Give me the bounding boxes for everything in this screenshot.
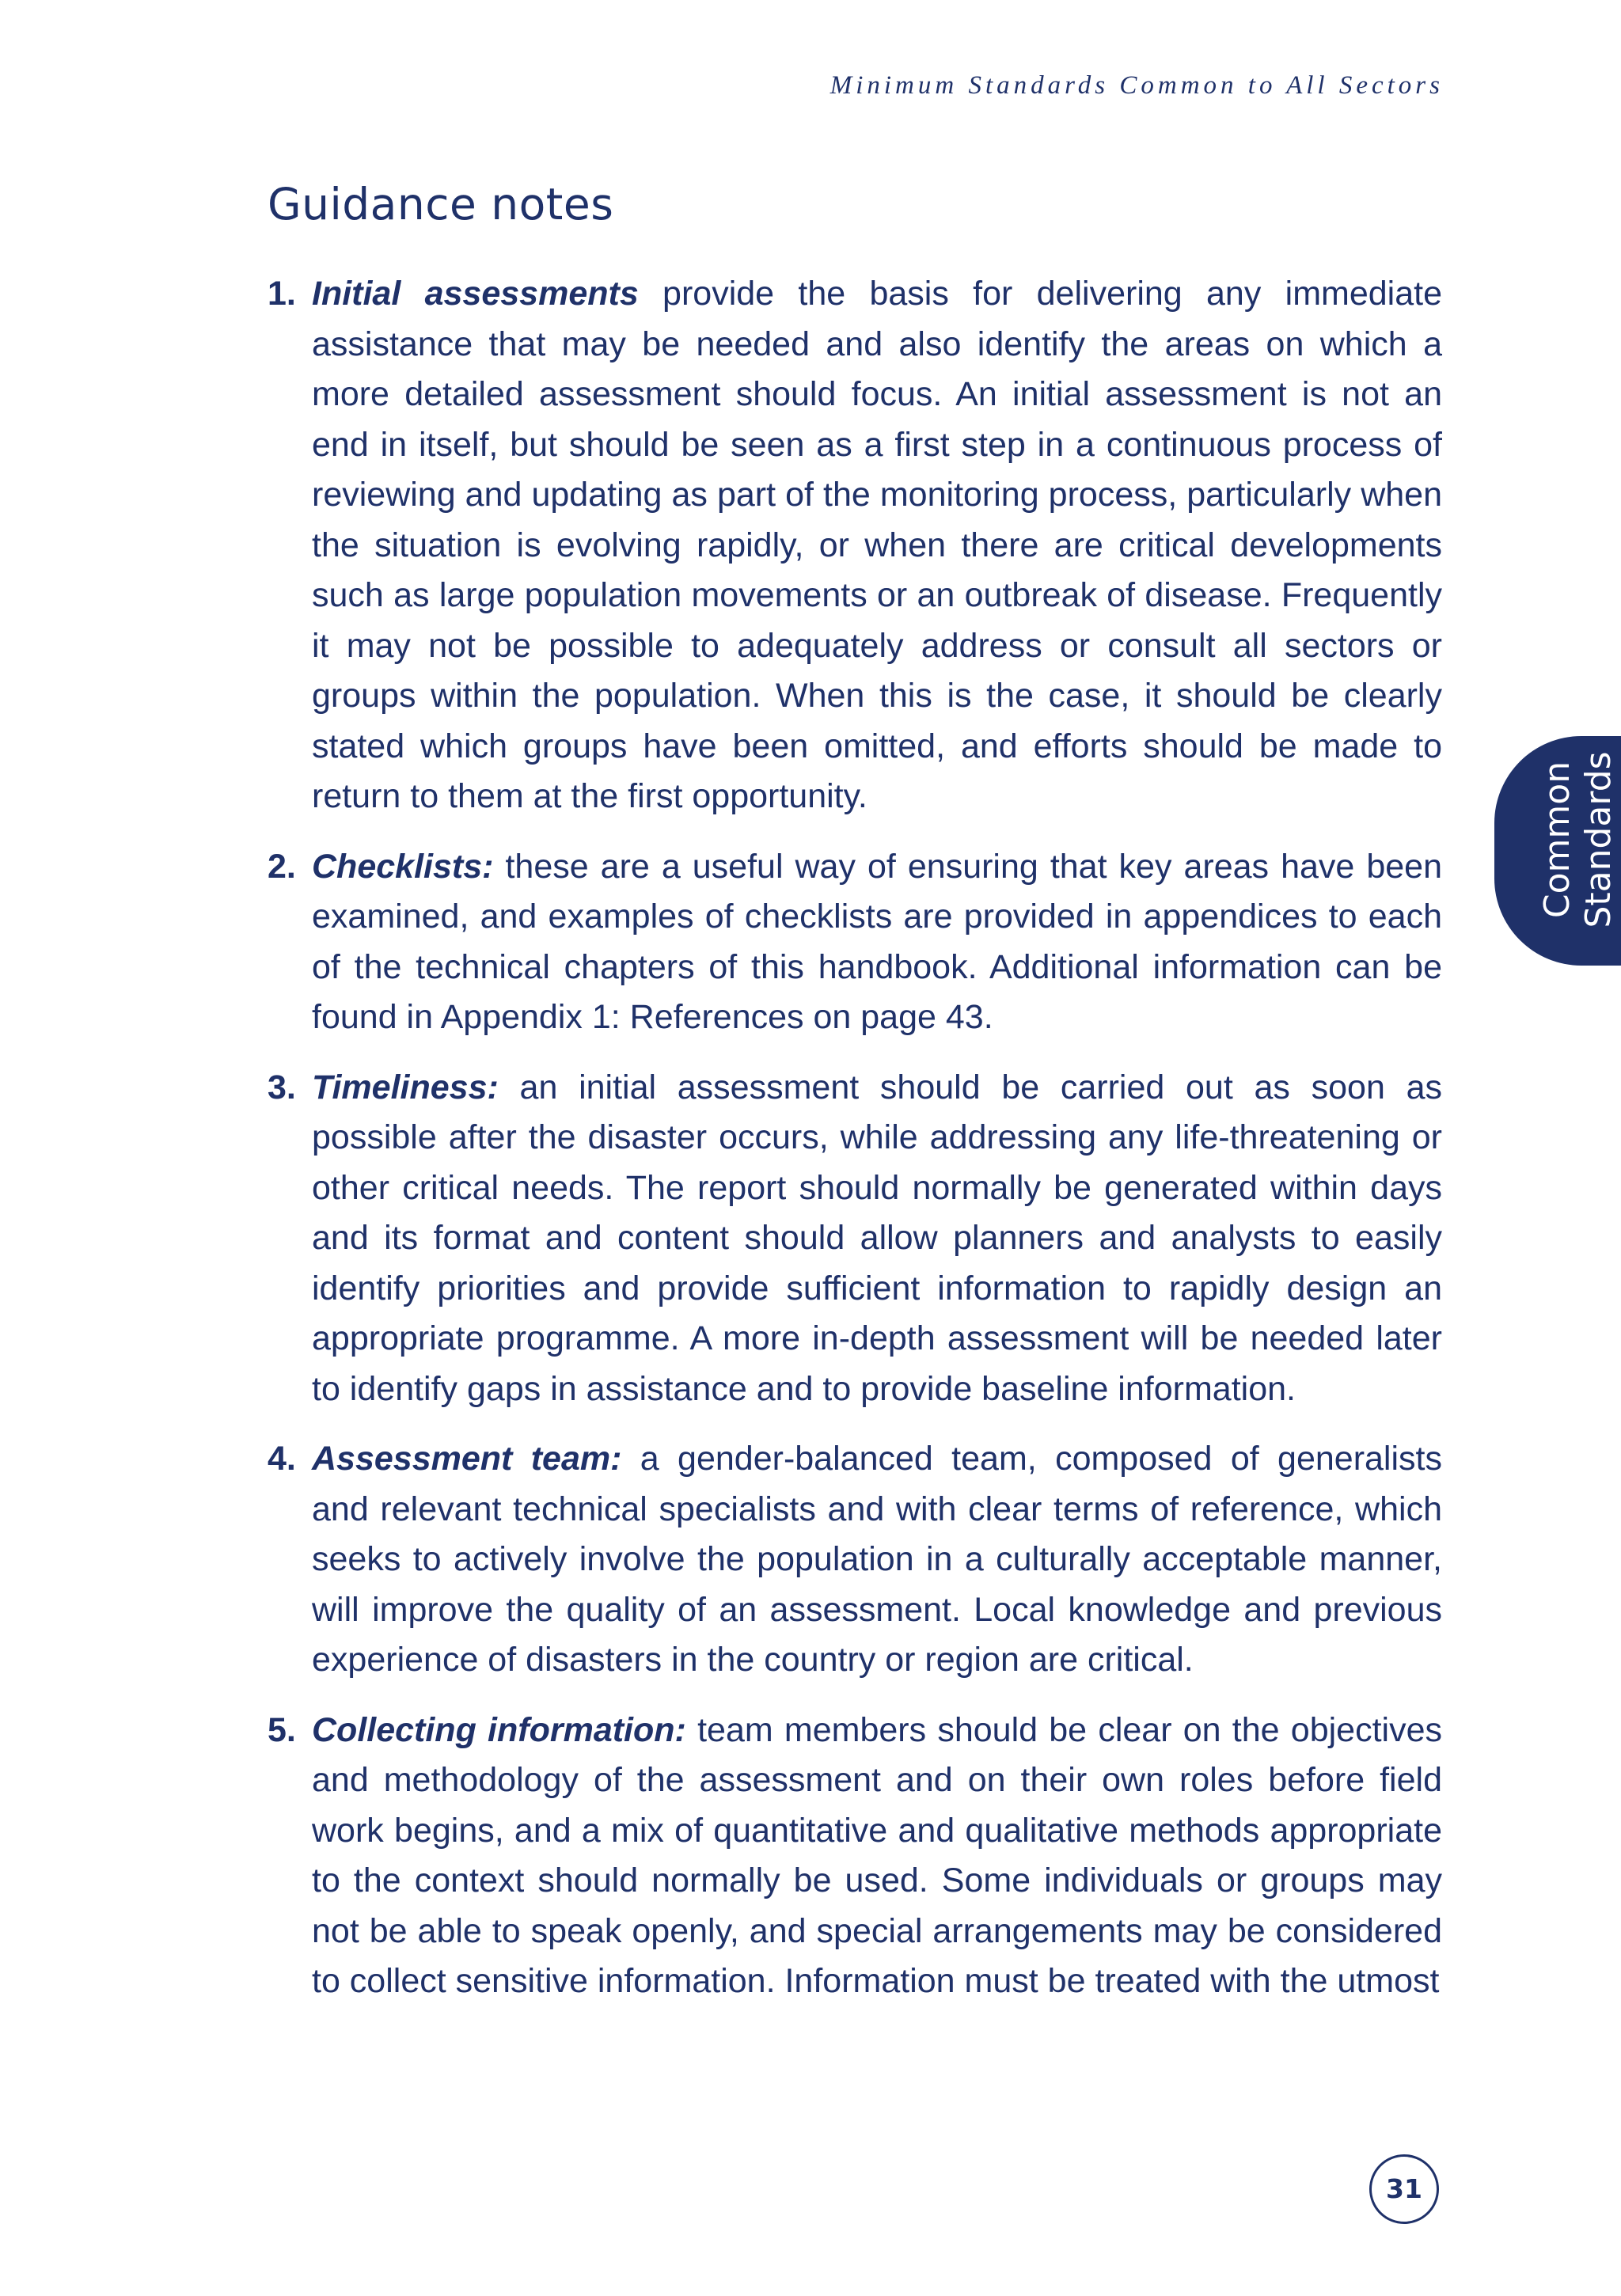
note-term: Initial assessments [312,275,639,313]
guidance-note-3 [268,1063,1442,1415]
note-number: 2. [268,847,296,886]
note-number: 1. [268,275,296,313]
note-text: provide the basis for delivering any immediate assistance that may be needed and also identify the areas on which a more detailed assessment should focus. An initial assessment is not an end in itself, but should be seen as a first step in a continuous process of reviewing and updating as part of the monitoring process, particularly when the situation is evolving rapidly, or when there are critical developments such as large population movements or an outbreak of disease. Frequently it may not be possible to adequately address or consult all sectors or groups within the population. When this is the case, it should be clearly stated which groups have been omitted, and efforts should be made to return to them at the first opportunity. [312,275,1442,815]
guidance-note-5 [268,1706,1442,2007]
guidance-note-2 [268,842,1442,1043]
side-tab-line-1: Common [1537,761,1577,919]
note-number: 3. [268,1068,296,1106]
note-term: Timeliness: [312,1068,499,1106]
note-number: 5. [268,1710,296,1749]
note-term: Assessment team: [312,1440,622,1478]
page-number-badge: 31 [1369,2154,1439,2224]
side-tab-label [1537,749,1619,931]
running-header: Minimum Standards Common to All Sectors [829,71,1444,100]
note-term: Collecting information: [312,1710,686,1749]
side-tab-line-2: Standards [1578,751,1619,928]
guidance-note-4 [268,1434,1442,1686]
note-term: Checklists: [312,847,494,886]
note-text: an initial assessment should be carried out as soon as possible after the disaster occurs, while addressing any life-threatening or other critical needs. The report should normally be generated within days and its format and content should allow planners and analysts to easily identify priorities and provide sufficient information to rapidly design an appropriate programme. A more in-depth assessment will be needed later to identify gaps in assistance and to provide baseline information. [312,1068,1442,1408]
note-text: these are a useful way of ensuring that key areas have been examined, and examples of checklists are provided in appendices to each of the technical chapters of this handbook. Additional information can be found in Appendix 1: References on page 43. [312,847,1442,1036]
note-number: 4. [268,1440,296,1478]
note-text: team members should be clear on the objectives and methodology of the assessment and on their own roles before field work begins, and a mix of quantitative and qualitative methods appropriate to the context should normally be used. Some individuals or groups may not be able to speak openly, and special arrangements may be considered to collect sensitive information. Information must be treated with the utmost [312,1710,1442,2000]
guidance-note-1 [268,269,1442,822]
note-text: a gender-balanced team, composed of generalists and relevant technical specialists and with clear terms of reference, which seeks to actively involve the population in a culturally acceptable manner, will improve the quality of an assessment. Local knowledge and previous experience of disasters in the country or region are critical. [312,1440,1442,1679]
guidance-notes-list [268,269,1442,2027]
section-title: Guidance notes [268,179,614,230]
